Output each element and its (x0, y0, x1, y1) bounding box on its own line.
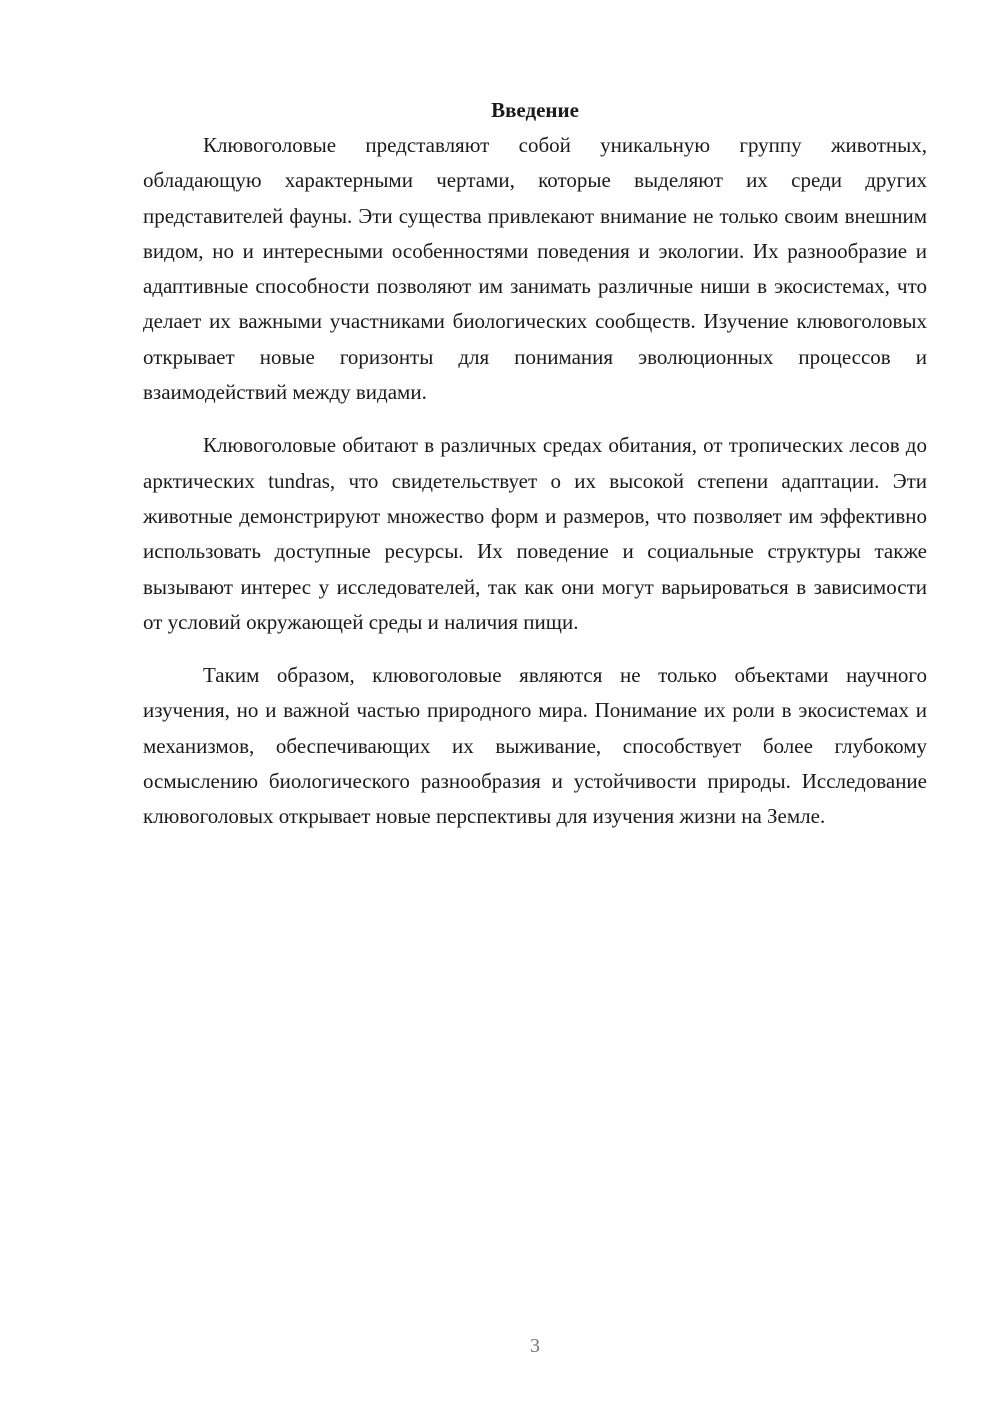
paragraph-1: Клювоголовые представляют собой уникальную группу животных, обладающую характерными чертами, которые выделяют их среди других представителей фауны. Эти существа привлекают внимание не только своим внешним видом, но и интересными особенностями поведения и экологии. Их разнообразие и адаптивные способности позволяют им занимать различные ниши в экосистемах, что делает их важными участниками биологических сообществ. Изучение клювоголовых открывает новые горизонты для понимания эволюционных процессов и взаимодействий между видами. (143, 133, 927, 405)
section-title: Введение (491, 98, 579, 122)
paragraph-2: Клювоголовые обитают в различных средах обитания, от тропических лесов до арктических tundras, что свидетельствует о их высокой степени адаптации. Эти животные демонстрируют множество форм и размеров, что позволяет им эффективно использовать доступные ресурсы. Их поведение и социальные структуры также вызывают интерес у исследователей, так как они могут варьироваться в зависимости от условий окружающей среды и наличия пищи. (143, 433, 927, 634)
document-body (143, 93, 927, 835)
page-number: 3 (530, 1335, 540, 1357)
paragraph-3: Таким образом, клювоголовые являются не только объектами научного изучения, но и важной частью природного мира. Понимание их роли в экосистемах и механизмов, обеспечивающих их выживание, способствует более глубокому осмыслению биологического разнообразия и устойчивости природы. Исследование клювоголовых открывает новые перспективы для изучения жизни на Земле. (143, 663, 927, 829)
